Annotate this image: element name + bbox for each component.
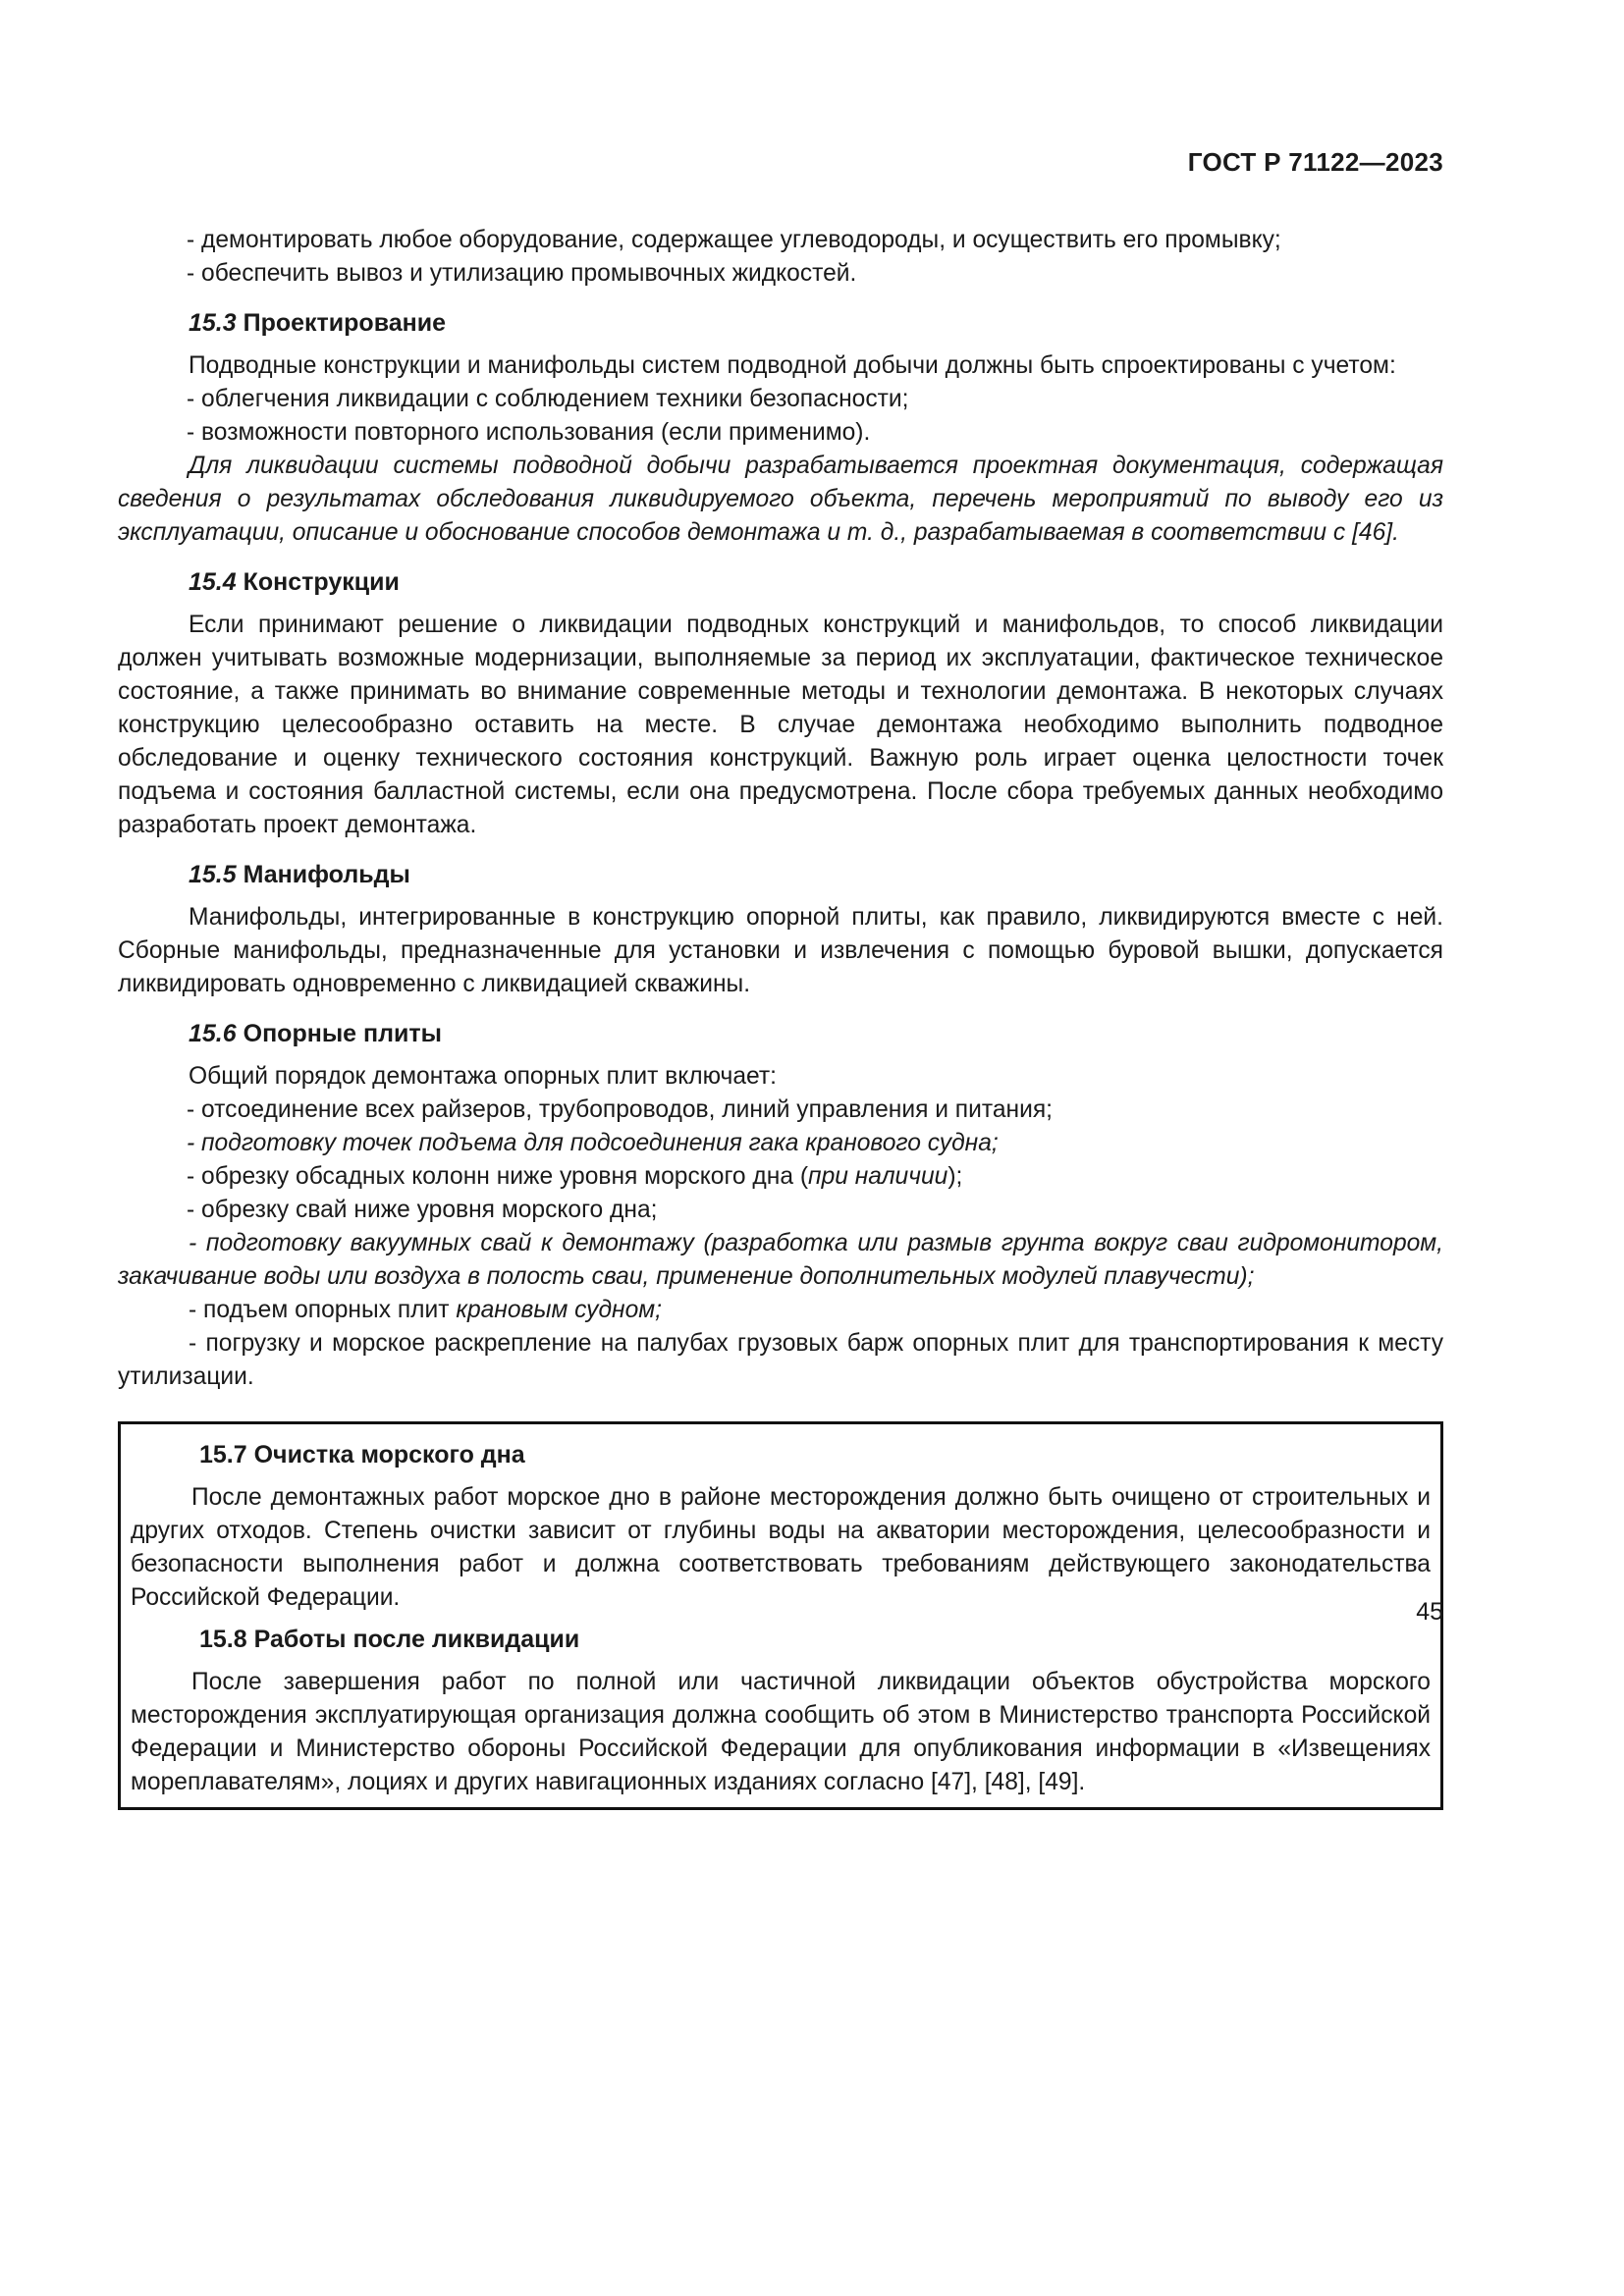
list-item [118,1160,1443,1194]
document-header: ГОСТ Р 71122—2023 [1187,147,1443,177]
list-item: - подготовку точек подъема для подсоединения гака кранового судна; [187,1130,999,1156]
paragraph: Подводные конструкции и манифольды систем подводной добычи должны быть спроектированы с учетом: [189,352,1396,379]
section-heading-15-8: 15.8 Работы после ликвидации [199,1626,580,1653]
list-item-italic: при наличии [808,1163,948,1190]
section-title: Опорные плиты [243,1020,442,1047]
section-title: Конструкции [243,568,400,596]
section-number: 15.3 [189,309,237,337]
paragraph: После завершения работ по полной или частичной ликвидации объектов обустройства морского месторождения эксплуатирующая организация должна сообщить об этом в Министерство транспорта Российской Федерации и Министерство обороны Российской Федерации для опубликования информации в «Извещениях мореплавателям», лоциях и других навигационных изданиях согласно [47], [48], [49]. [131,1669,1431,1795]
italic-paragraph: Для ликвидации системы подводной добычи разрабатывается проектная документация, содержащая сведения о результатах обследования ликвидируемого объекта, перечень мероприятий по выводу его из эксплуатации, описание и обоснование способов демонтажа и т. д., разрабатываемая в соответствии с [46]. [118,453,1443,546]
list-item: - обеспечить вывоз и утилизацию промывочных жидкостей. [187,260,857,287]
paragraph: Если принимают решение о ликвидации подводных конструкций и манифольдов, то способ ликвидации должен учитывать возможные модернизации, выполняемые за период их эксплуатации, фактическое техническое состояние, а также принимать во внимание современные методы и технологии демонтажа. В некоторых случаях конструкцию целесообразно оставить на месте. В случае демонтажа необходимо выполнить подводное обследование и оценку технического состояния конструкций. Важную роль играет оценка целостности точек подъема и состояния балластной системы, если она предусмотрена. После сбора требуемых данных необходимо разработать проект демонтажа. [118,612,1443,838]
section-number: 15.5 [189,861,237,888]
list-item: - обрезку свай ниже уровня морского дна; [187,1197,658,1223]
paragraph: После демонтажных работ морское дно в районе месторождения должно быть очищено от строительных и других отходов. Степень очистки зависит от глубины воды на акватории месторождения, целесообразности и безопасности выполнения работ и должна соответствовать требованиям действующего законодательства Российской Федерации. [131,1484,1431,1611]
list-item-italic: крановым судном; [456,1297,662,1323]
paragraph: Общий порядок демонтажа опорных плит включает: [189,1063,777,1090]
section-title: Манифольды [243,861,410,888]
document-body [118,224,1443,1810]
section-number: 15.6 [189,1020,237,1047]
section-heading-15-5 [189,858,1443,891]
list-item-text: ); [947,1163,963,1190]
framed-change-block [118,1421,1443,1810]
section-heading-15-6 [189,1017,1443,1050]
list-item-text: - обрезку обсадных колонн ниже уровня морского дна ( [187,1163,809,1190]
list-item [118,1294,1443,1327]
page-number: 45 [1416,1598,1443,1626]
section-heading-15-3 [189,306,1443,340]
section-heading-15-7: 15.7 Очистка морского дна [199,1441,525,1468]
list-item: - демонтировать любое оборудование, содержащее углеводороды, и осуществить его промывку; [187,227,1281,253]
list-item: - облегчения ликвидации с соблюдением техники безопасности; [187,386,909,412]
list-item: - погрузку и морское раскрепление на палубах грузовых барж опорных плит для транспортирования к месту утилизации. [118,1330,1443,1390]
paragraph: Манифольды, интегрированные в конструкцию опорной плиты, как правило, ликвидируются вместе с ней. Сборные манифольды, предназначенные для установки и извлечения с помощью буровой вышки, допускается ликвидировать одновременно с ликвидацией скважины. [118,904,1443,997]
list-item: - возможности повторного использования (если применимо). [187,419,871,446]
section-title: Проектирование [243,309,447,337]
list-item-text: - подъем опорных плит [189,1297,457,1323]
section-number: 15.4 [189,568,237,596]
list-item: - отсоединение всех райзеров, трубопроводов, линий управления и питания; [187,1096,1053,1123]
section-heading-15-4 [189,565,1443,599]
list-item: - подготовку вакуумных свай к демонтажу (разработка или размыв грунта вокруг сваи гидромонитором, закачивание воды или воздуха в полость сваи, применение дополнительных модулей плавучести); [118,1230,1443,1290]
